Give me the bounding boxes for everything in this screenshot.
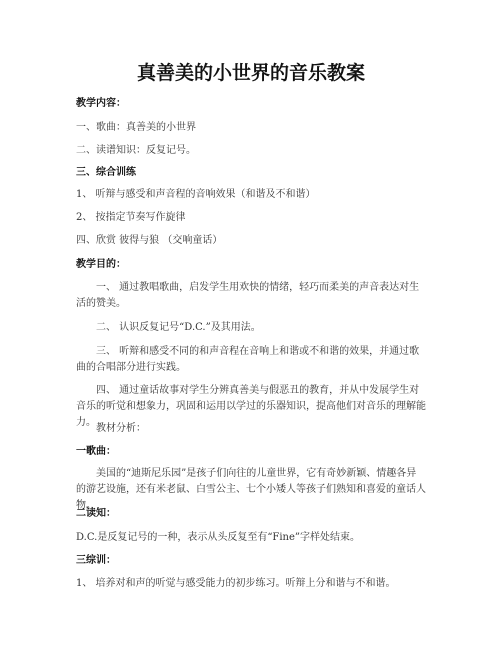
- content-item-song: 一、歌曲：真善美的小世界: [76, 122, 196, 133]
- song-heading: 一歌曲：: [76, 446, 116, 457]
- training-item-1: 1、 听辩与感受和声音程的音响效果（和谐及不和谐）: [76, 189, 316, 200]
- goal-paragraph-3: 三、 听辩和感受不同的和声音程在音响上和谐或不和谐的效果，并通过歌曲的合唱部分进行实践。: [76, 346, 420, 373]
- content-heading: 教学内容：: [76, 98, 126, 109]
- reading-paragraph: D.C.是反复记号的一种，表示从头反复至有“Fine”字样处结束。: [76, 532, 361, 543]
- training-item-2: 2、 按指定节奏写作旋律: [76, 212, 186, 223]
- content-item-reading: 二、读谱知识：反复记号。: [76, 145, 196, 156]
- appreciation-line: 四、欣赏 彼得与狼 （交响童话）: [76, 235, 223, 246]
- reading-heading: 二读知：: [76, 508, 116, 519]
- goal-paragraph-1: 一、 通过教唱歌曲，启发学生用欢快的情绪，轻巧而柔美的声音表达对生活的赞美。: [76, 282, 420, 309]
- document-title: 真善美的小世界的音乐教案: [136, 62, 365, 84]
- goal-paragraph-2: 二、 认识反复记号“D.C.”及其用法。: [96, 322, 261, 333]
- goal-paragraph-4: 四、 通过童话故事对学生分辨真善美与假恶丑的教育，并从中发展学生对音乐的听觉和想象力，巩固和运用以学过的乐器知识，提高他们对音乐的理解能力。: [76, 385, 426, 428]
- goals-heading: 教学目的：: [76, 259, 126, 270]
- practice-item-1: 1、 培养对和声的听觉与感受能力的初步练习。听辩上分和谐与不和谐。: [76, 578, 396, 589]
- training-heading: 三、综合训练: [76, 167, 136, 178]
- analysis-label: 教材分析：: [96, 423, 146, 434]
- practice-heading: 三综训：: [76, 555, 116, 566]
- song-paragraph: 美国的“迪斯尼乐园”是孩子们向往的儿童世界，它有奇妙新颖、情趣各异的游艺设施，还有米老鼠、白雪公主、七个小矮人等孩子们熟知和喜爱的童话人物。: [76, 468, 426, 511]
